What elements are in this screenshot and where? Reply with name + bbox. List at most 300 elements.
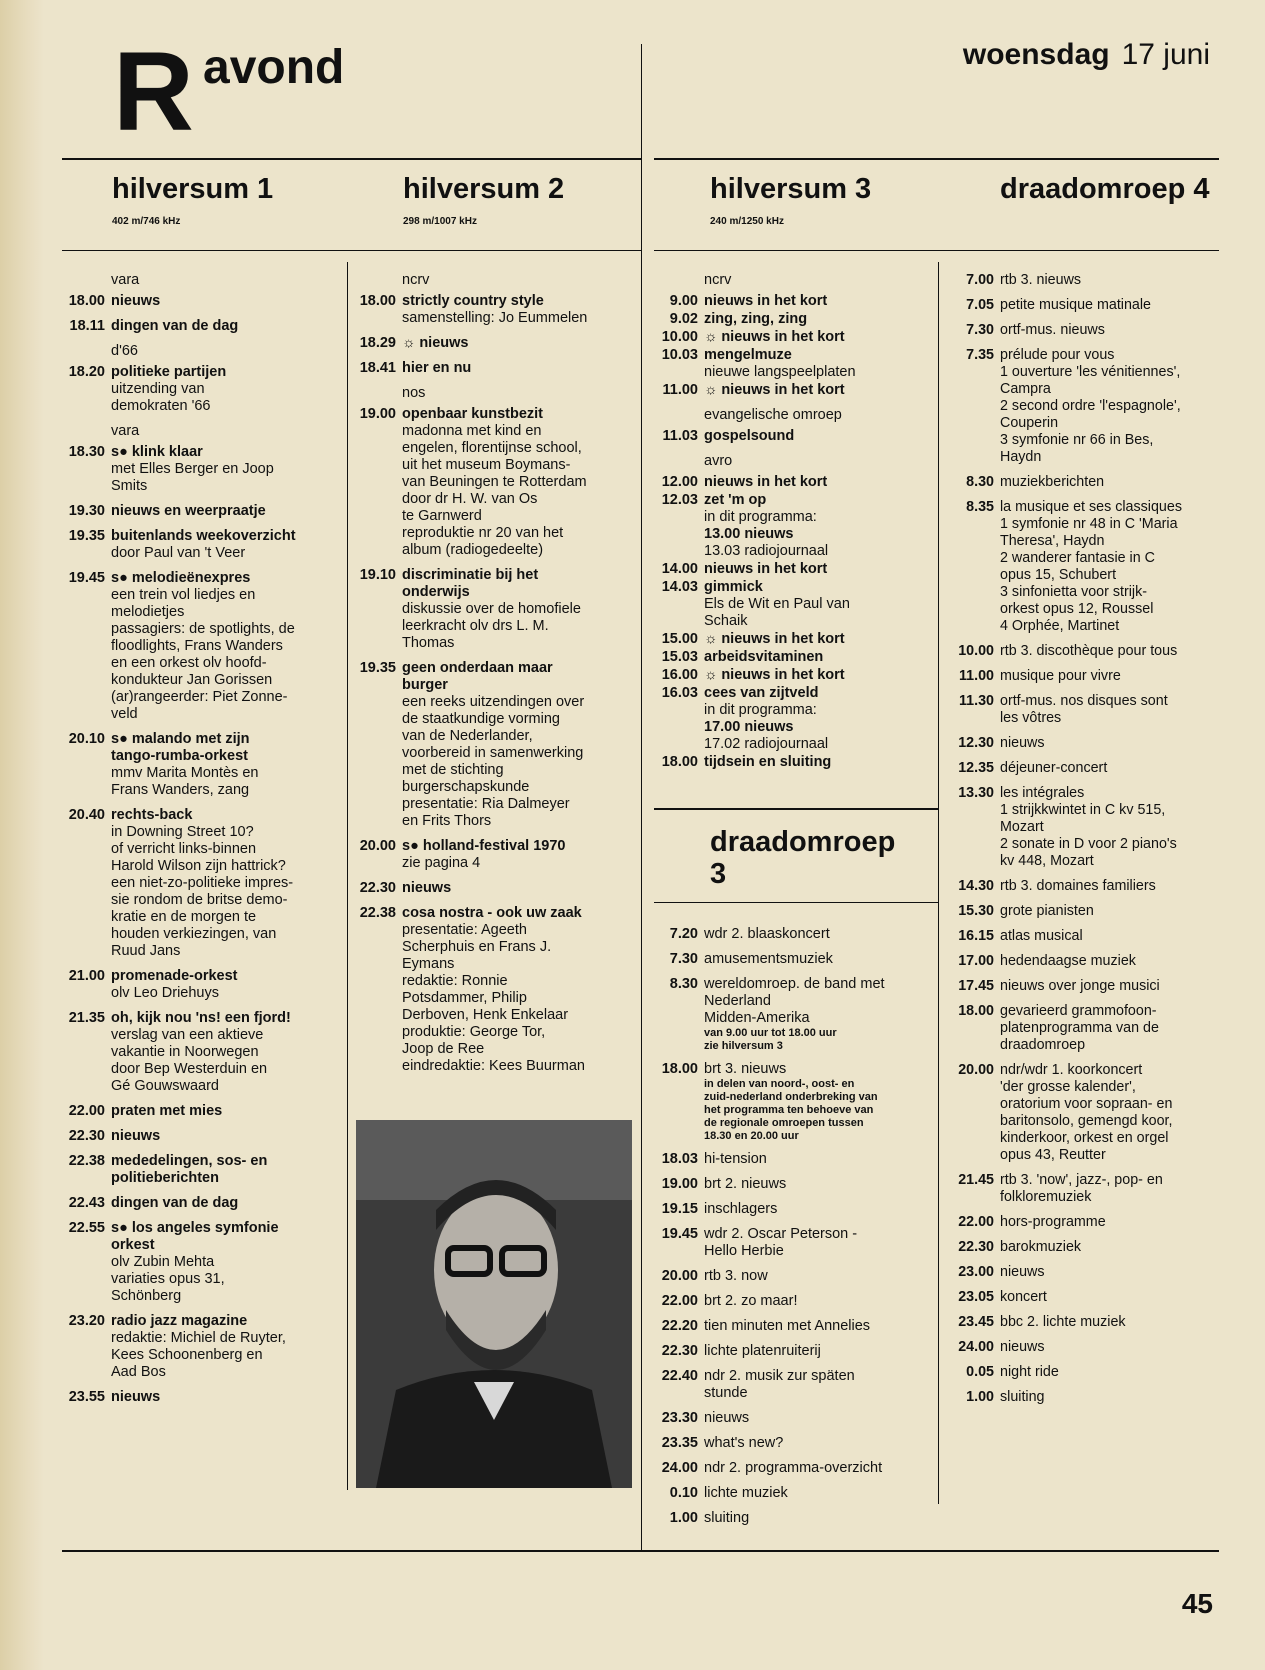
program-detail: 2 wanderer fantasie in C [1000,550,1155,566]
broadcaster-label: vara [111,272,140,288]
schedule-hilversum-2 [346,272,636,1083]
program-entry [55,1195,345,1212]
program-entry [648,561,936,578]
program-time: 18.00 [661,754,698,770]
program-time: 14.00 [661,561,698,577]
program-detail: la musique et ses classiques [1000,499,1182,515]
program-detail: Theresa', Haydn [1000,533,1105,549]
program-entry [944,693,1244,727]
station-hilversum-2: hilversum 2 [403,173,565,205]
program-title: praten met mies [111,1103,223,1119]
program-detail: ndr 2. programma-overzicht [704,1460,883,1476]
program-detail: van de Nederlander, [402,728,533,744]
program-detail: baritonsolo, gemengd koor, [1000,1113,1173,1129]
program-entry [648,1226,936,1260]
program-detail: les vôtres [1000,710,1062,726]
program-time: 22.38 [359,905,396,921]
program-entry [648,667,936,684]
program-detail: Aad Bos [111,1364,166,1380]
rule-center [641,44,642,1550]
program-entry [944,499,1244,635]
program-entry [648,976,936,1053]
program-entry [346,838,636,872]
program-time: 12.30 [958,735,994,751]
logo-word: avond [203,41,345,94]
program-detail: lichte platenruiterij [704,1343,821,1359]
program-entry [648,382,936,399]
program-time: 15.03 [661,649,698,665]
program-title: s● malando met zijn [111,731,250,747]
program-title: gimmick [704,579,763,595]
program-title: gospelsound [704,428,795,444]
program-detail: orkest opus 12, Roussel [1000,601,1154,617]
date-text: 17 juni [1121,38,1210,71]
program-note: zuid-nederland onderbreking van [704,1091,878,1103]
program-time: 19.35 [68,528,105,544]
program-entry [346,880,636,897]
program-entry [944,297,1244,314]
program-detail: Gé Gouwswaard [111,1078,219,1094]
program-time: 23.20 [68,1313,105,1329]
program-detail: ortf-mus. nieuws [1000,322,1105,338]
program-detail: amusementsmuziek [704,951,833,967]
program-entry [55,570,345,723]
program-time: 23.45 [958,1314,994,1330]
program-entry [648,1061,936,1143]
program-entry [346,660,636,830]
program-detail: de staatkundige vorming [402,711,560,727]
program-detail: gevarieerd grammofoon- [1000,1003,1157,1019]
program-title: zing, zing, zing [704,311,808,327]
program-subitem: 13.00 nieuws [704,526,794,542]
program-entry [55,1220,345,1305]
program-time: 19.10 [359,567,396,583]
program-detail: rtb 3. now [704,1268,768,1284]
program-detail: door dr H. W. van Os [402,491,538,507]
program-detail: olv Zubin Mehta [111,1254,215,1270]
program-time: 17.45 [958,978,994,994]
program-entry [648,428,936,445]
program-detail: grote pianisten [1000,903,1094,919]
program-time: 22.30 [661,1343,698,1359]
program-title: ☼ nieuws in het kort [704,667,845,683]
program-detail: sluiting [1000,1389,1045,1405]
program-title: zet 'm op [704,492,767,508]
program-time: 22.30 [359,880,396,896]
program-entry [944,1264,1244,1281]
portrait-illustration [356,1120,632,1488]
program-detail: Campra [1000,381,1051,397]
program-title: ☼ nieuws in het kort [704,382,845,398]
program-detail: 'der grosse kalender', [1000,1079,1136,1095]
program-detail: vakantie in Noorwegen [111,1044,259,1060]
program-entry [944,1314,1244,1331]
rule-head-left [62,250,642,251]
program-time: 22.00 [958,1214,994,1230]
program-entry [346,905,636,1075]
program-entry [944,272,1244,289]
program-detail: brt 3. nieuws [704,1061,787,1077]
program-detail: stunde [704,1385,748,1401]
program-title: s● melodieënexpres [111,570,251,586]
program-detail: redaktie: Michiel de Ruyter, [111,1330,286,1346]
program-entry [648,1368,936,1402]
program-entry [55,1153,345,1187]
program-time: 11.00 [959,668,994,684]
program-time: 18.00 [68,293,105,309]
program-time: 1.00 [669,1510,698,1526]
program-title: promenade-orkest [111,968,238,984]
program-time: 15.30 [958,903,994,919]
program-detail: 3 symfonie nr 66 in Bes, [1000,432,1154,448]
broadcaster-label: avro [704,453,733,469]
program-time: 19.45 [68,570,105,586]
program-detail: Smits [111,478,148,494]
program-time: 14.03 [661,579,698,595]
program-detail: Scherphuis en Frans J. [402,939,552,955]
program-entry [55,807,345,960]
program-detail: oratorium voor sopraan- en [1000,1096,1173,1112]
program-title: nieuws [111,1389,161,1405]
program-title: nieuws [111,1128,161,1144]
program-detail: uit het museum Boymans- [402,457,571,473]
program-entry [55,1010,345,1095]
program-detail: what's new? [704,1435,784,1451]
program-entry [944,1389,1244,1406]
program-detail: (ar)rangeerder: Piet Zonne- [111,689,288,705]
program-title: strictly country style [402,293,544,309]
program-title: arbeidsvitaminen [704,649,824,665]
program-time: 8.35 [966,499,994,515]
program-detail: in dit programma: [704,702,817,718]
program-time: 9.02 [669,311,698,327]
rule-top-left [62,158,642,160]
program-detail: olv Leo Driehuys [111,985,219,1001]
program-time: 7.20 [669,926,698,942]
program-title: ☼ nieuws in het kort [704,329,845,345]
program-entry [944,1339,1244,1356]
rule-d3 [654,808,938,810]
program-entry [55,1128,345,1145]
program-entry [648,1343,936,1360]
program-title: nieuws in het kort [704,293,828,309]
program-detail: veld [111,706,138,722]
program-entry [944,1214,1244,1231]
program-entry [648,1151,936,1168]
program-detail: Derboven, Henk Enkelaar [402,1007,569,1023]
program-detail: mmv Marita Montès en [111,765,259,781]
freq-hilversum-3: 240 m/1250 kHz [710,216,784,227]
program-detail: leerkracht olv drs L. M. [402,618,549,634]
program-title: cees van zijtveld [704,685,819,701]
program-entry [944,347,1244,466]
program-entry [648,1435,936,1452]
program-time: 22.55 [68,1220,105,1236]
program-detail: prélude pour vous [1000,347,1115,363]
program-entry [648,347,936,381]
program-entry [944,1364,1244,1381]
program-detail: voorbereid in samenwerking [402,745,584,761]
program-detail: nieuws [704,1410,750,1426]
program-time: 22.00 [661,1293,698,1309]
schedule-hilversum-1 [55,272,345,1414]
program-detail: 1 strijkkwintet in C kv 515, [1000,802,1166,818]
schedule-draadomroep-4 [944,272,1244,1414]
program-time: 13.30 [958,785,994,801]
program-detail: in Downing Street 10? [111,824,254,840]
program-detail: diskussie over de homofiele [402,601,581,617]
program-time: 10.00 [958,643,994,659]
program-title: nieuws [402,880,452,896]
program-time: 23.55 [68,1389,105,1405]
program-detail: Joop de Ree [402,1041,485,1057]
program-time: 16.15 [958,928,994,944]
program-time: 18.11 [69,318,105,334]
program-time: 10.00 [661,329,698,345]
program-time: 11.30 [959,693,994,709]
program-entry [55,1389,345,1406]
program-detail: lichte muziek [704,1485,788,1501]
program-detail: uitzending van [111,381,205,397]
program-time: 10.03 [661,347,698,363]
program-title: dingen van de dag [111,1195,239,1211]
program-title-cont: onderwijs [402,584,470,600]
program-time: 22.00 [68,1103,105,1119]
program-entry [944,1239,1244,1256]
program-time: 9.00 [669,293,698,309]
program-detail: Els de Wit en Paul van [704,596,850,612]
program-entry [944,735,1244,752]
program-detail: barokmuziek [1000,1239,1082,1255]
program-detail: brt 2. zo maar! [704,1293,798,1309]
program-detail: eindredaktie: Kees Buurman [402,1058,585,1074]
program-time: 19.35 [359,660,396,676]
program-time: 14.30 [958,878,994,894]
program-detail: Kees Schoonenberg en [111,1347,263,1363]
program-time: 18.00 [958,1003,994,1019]
program-title: cosa nostra - ook uw zaak [402,905,582,921]
program-time: 7.30 [669,951,698,967]
program-detail: hors-programme [1000,1214,1106,1230]
program-title: politieke partijen [111,364,227,380]
program-detail: wdr 2. blaaskoncert [704,926,830,942]
program-entry [944,322,1244,339]
program-time: 17.00 [958,953,994,969]
program-detail: kondukteur Jan Gorissen [111,672,273,688]
program-title: hier en nu [402,360,472,376]
program-time: 23.05 [958,1289,994,1305]
program-detail: variaties opus 31, [111,1271,225,1287]
program-detail: van Beuningen te Rotterdam [402,474,587,490]
program-time: 11.03 [662,428,698,444]
program-detail: muziekberichten [1000,474,1105,490]
program-title-cont: orkest [111,1237,155,1253]
broadcaster-label: nos [402,385,426,401]
program-detail: wdr 2. Oscar Peterson - [704,1226,858,1242]
program-title: mengelmuze [704,347,792,363]
program-time: 19.45 [661,1226,698,1242]
program-time: 20.00 [359,838,396,854]
program-detail: redaktie: Ronnie [402,973,508,989]
program-entry [55,318,345,335]
program-detail: een trein vol liedjes en [111,587,256,603]
program-time: 23.00 [958,1264,994,1280]
program-detail: 1 symfonie nr 48 in C 'Maria [1000,516,1178,532]
program-entry [55,731,345,799]
page-gutter [0,0,44,1670]
program-detail: demokraten '66 [111,398,211,414]
page-number: 45 [1181,1588,1213,1619]
program-detail: en Frits Thors [402,813,492,829]
program-detail: kv 448, Mozart [1000,853,1094,869]
program-entry [944,1062,1244,1164]
program-entry [944,668,1244,685]
program-time: 24.00 [958,1339,994,1355]
weekday: woensdag [962,38,1110,71]
program-detail: een niet-zo-politieke impres- [111,875,294,891]
rule-top-right [654,158,1219,160]
station-draadomroep-4: draadomroep 4 [1000,173,1210,205]
program-detail: Schönberg [111,1288,182,1304]
program-detail: rtb 3. discothèque pour tous [1000,643,1178,659]
program-detail: passagiers: de spotlights, de [111,621,295,637]
program-detail: Couperin [1000,415,1059,431]
program-detail: platenprogramma van de [1000,1020,1159,1036]
program-note: het programma ten behoeve van [704,1104,874,1116]
program-time: 24.00 [661,1460,698,1476]
program-time: 1.00 [966,1389,994,1405]
broadcaster-label: d'66 [111,343,138,359]
program-time: 18.20 [68,364,105,380]
station-hilversum-3: hilversum 3 [710,173,872,205]
program-time: 22.40 [661,1368,698,1384]
program-entry [346,567,636,652]
program-entry [55,1313,345,1381]
broadcaster-label: evangelische omroep [704,407,842,423]
program-time: 0.05 [966,1364,994,1380]
program-time: 20.00 [661,1268,698,1284]
program-detail: in dit programma: [704,509,817,525]
program-time: 18.41 [359,360,396,376]
program-detail: Thomas [402,635,455,651]
program-detail: kinderkoor, orkest en orgel [1000,1130,1169,1146]
program-title: tijdsein en sluiting [704,754,832,770]
program-entry [55,968,345,1002]
program-note: zie hilversum 3 [704,1040,783,1052]
broadcaster-label: ncrv [402,272,430,288]
program-entry [648,1318,936,1335]
station-draadomroep-3: draadomroep 3 [710,826,896,890]
program-time: 7.05 [966,297,994,313]
program-detail: Midden-Amerika [704,1010,810,1026]
program-detail: rtb 3. nieuws [1000,272,1082,288]
program-entry [648,1460,936,1477]
program-time: 19.30 [68,503,105,519]
program-entry [648,1201,936,1218]
program-detail: engelen, florentijnse school, [402,440,582,456]
program-entry [648,685,936,753]
program-time: 16.00 [661,667,698,683]
freq-hilversum-2: 298 m/1007 kHz [403,216,477,227]
program-time: 21.35 [68,1010,105,1026]
program-entry [648,1293,936,1310]
program-detail: floodlights, Frans Wanders [111,638,283,654]
program-time: 21.00 [68,968,105,984]
program-time: 16.03 [661,685,698,701]
broadcaster-label: ncrv [704,272,732,288]
program-detail: opus 15, Schubert [1000,567,1117,583]
broadcaster-label: vara [111,423,140,439]
program-title: mededelingen, sos- en [111,1153,268,1169]
program-entry [648,926,936,943]
program-detail: Nederland [704,993,771,1009]
program-title: oh, kijk nou 'ns! een fjord! [111,1010,291,1026]
program-title: dingen van de dag [111,318,239,334]
program-detail: musique pour vivre [1000,668,1121,684]
program-detail: nieuws [1000,1264,1045,1280]
program-detail: of verricht links-binnen [111,841,257,857]
program-title-cont: tango-rumba-orkest [111,748,248,764]
program-detail: met de stichting [402,762,504,778]
program-entry [346,406,636,559]
program-entry [944,878,1244,895]
program-entry [944,643,1244,660]
station-hilversum-1: hilversum 1 [112,173,274,205]
program-entry [55,528,345,562]
program-time: 8.30 [669,976,698,992]
program-time: 21.45 [958,1172,994,1188]
program-detail: met Elles Berger en Joop [111,461,274,477]
program-detail: te Garnwerd [402,508,482,524]
program-detail: 4 Orphée, Martinet [1000,618,1120,634]
program-time: 12.00 [661,474,698,490]
program-title: ☼ nieuws in het kort [704,631,845,647]
program-time: 18.03 [661,1151,698,1167]
program-detail: folkloremuziek [1000,1189,1092,1205]
program-detail: album (radiogedeelte) [402,542,544,558]
program-detail: Eymans [402,956,455,972]
program-time: 12.35 [958,760,994,776]
program-time: 22.43 [68,1195,105,1211]
program-entry [648,1176,936,1193]
program-detail: draadomroep [1000,1037,1086,1053]
program-detail: sluiting [704,1510,750,1526]
program-detail: 2 second ordre 'l'espagnole', [1000,398,1181,414]
program-detail: melodietjes [111,604,185,620]
program-entry [944,1003,1244,1054]
program-detail: rtb 3. domaines familiers [1000,878,1156,894]
program-entry [346,293,636,327]
program-detail: houden verkiezingen, van [111,926,277,942]
program-detail: 1 ouverture 'les vénitiennes', [1000,364,1181,380]
program-detail: Schaik [704,613,748,629]
program-title: buitenlands weekoverzicht [111,528,296,544]
schedule-draadomroep-3 [648,926,936,1535]
program-title: rechts-back [111,807,193,823]
program-entry [648,754,936,771]
program-detail: inschlagers [704,1201,778,1217]
program-entry [648,631,936,648]
program-entry [648,293,936,310]
program-time: 18.30 [68,444,105,460]
program-detail: burgerschapskunde [402,779,530,795]
program-detail: Potsdammer, Philip [402,990,527,1006]
program-note: 18.30 en 20.00 uur [704,1130,799,1142]
program-time: 22.20 [661,1318,698,1334]
program-detail: déjeuner-concert [1000,760,1108,776]
program-time: 11.00 [662,382,698,398]
rule-d3-head [654,902,938,903]
